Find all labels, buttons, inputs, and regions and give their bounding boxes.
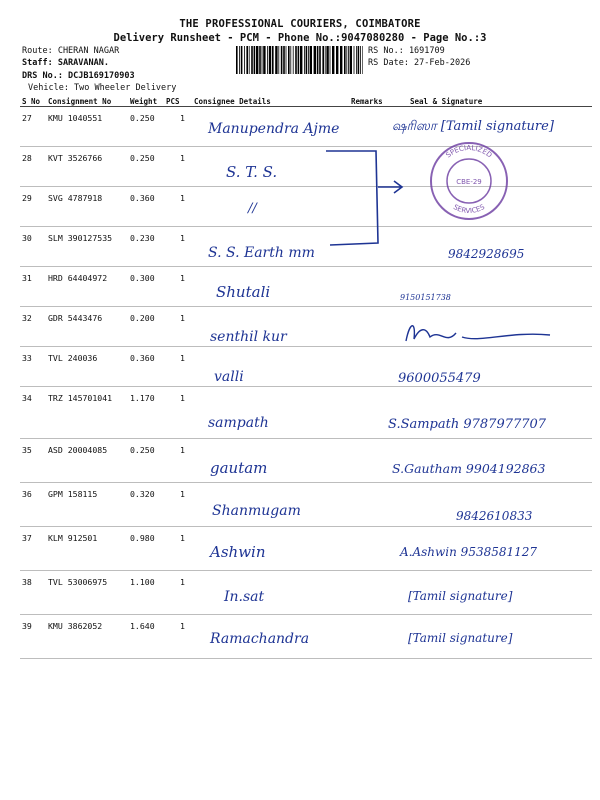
row-consignment: TVL 53006975 [48,577,108,587]
signature-handwriting: ஷரிஸா [Tamil signature] [392,119,554,134]
table-row [20,527,592,571]
row-consignment: HRD 64404972 [48,273,108,283]
stamp-bottom-text: SERVICES [451,202,487,216]
row-consignment: GPM 158115 [48,489,98,499]
signature-handwriting: 9842610833 [456,509,533,523]
row-consignment: TVL 240036 [48,353,98,363]
row-sno: 28 [22,153,32,163]
row-sno: 35 [22,445,32,455]
row-pcs: 1 [180,313,185,323]
row-consignment: GDR 5443476 [48,313,103,323]
row-pcs: 1 [180,193,185,203]
col-seal-signature: Seal & Signature [410,97,483,106]
row-weight: 1.100 [130,577,155,587]
row-pcs: 1 [180,489,185,499]
row-pcs: 1 [180,577,185,587]
row-divider [20,658,592,659]
table-row [20,227,592,267]
row-consignment: SLM 390127535 [48,233,113,243]
row-weight: 0.360 [130,193,155,203]
row-weight: 0.300 [130,273,155,283]
rs-number: RS No.: 1691709 [368,46,445,56]
table-row [20,439,592,483]
col-consignment: Consignment No [48,97,112,106]
row-consignment: KLM 912501 [48,533,98,543]
signature-handwriting: 9842928695 [448,247,525,261]
rs-date: RS Date: 27-Feb-2026 [368,58,471,68]
col-sno: S No [22,97,41,106]
row-sno: 27 [22,113,32,123]
svg-text:SERVICES [452,203,487,215]
row-consignment: TRZ 145701041 [48,393,113,403]
table-row [20,387,592,439]
col-remarks: Remarks [351,97,383,106]
barcode-icon [236,46,363,74]
stamp-center-text: CBE-29 [456,178,482,186]
consignee-handwriting: Ramachandra [210,631,310,647]
bracket-mark-icon [322,147,408,247]
signature-handwriting: S.Gautham 9904192863 [392,461,546,476]
company-stamp-icon [428,140,510,222]
consignee-handwriting: Manupendra Ajme [208,121,340,137]
runsheet-title: Delivery Runsheet - PCM - Phone No.:9047080280 - Page No.:3 [113,32,487,44]
row-consignment: ASD 20004085 [48,445,108,455]
row-sno: 34 [22,393,32,403]
signature-handwriting: [Tamil signature] [408,631,513,645]
row-pcs: 1 [180,533,185,543]
signature-handwriting: S.Sampath 9787977707 [388,417,547,432]
row-weight: 0.250 [130,113,155,123]
row-consignment: SVG 4787918 [48,193,103,203]
row-sno: 36 [22,489,32,499]
consignee-handwriting: Shutali [216,283,271,301]
row-weight: 0.360 [130,353,155,363]
table-row [20,267,592,307]
consignee-handwriting: sampath [208,415,269,431]
row-pcs: 1 [180,621,185,631]
row-sno: 38 [22,577,32,587]
consignee-handwriting: gautam [210,459,268,477]
row-consignment: KMU 3862052 [48,621,103,631]
table-row [20,615,592,659]
row-weight: 0.250 [130,153,155,163]
row-weight: 1.640 [130,621,155,631]
row-sno: 29 [22,193,32,203]
signature-scribble-icon [400,319,560,349]
row-pcs: 1 [180,445,185,455]
signature-handwriting: [Tamil signature] [408,589,513,603]
consignee-handwriting: valli [214,369,244,385]
row-weight: 0.980 [130,533,155,543]
signature-handwriting: 9600055479 [398,371,481,386]
row-sno: 33 [22,353,32,363]
row-pcs: 1 [180,353,185,363]
vehicle-label: Vehicle: Two Wheeler Delivery [28,83,177,93]
row-pcs: 1 [180,273,185,283]
consignee-handwriting: Ashwin [210,543,266,561]
row-weight: 0.230 [130,233,155,243]
row-sno: 31 [22,273,32,283]
row-weight: 0.250 [130,445,155,455]
row-weight: 0.200 [130,313,155,323]
table-row [20,307,592,347]
staff-label: Staff: SARAVANAN. [22,58,109,68]
stamp-top-text: SPECIALIZED [444,143,494,160]
drs-label: DRS No.: DCJB169170903 [22,71,135,81]
table-row [20,347,592,387]
row-sno: 39 [22,621,32,631]
route-label: Route: CHERAN NAGAR [22,46,120,56]
row-weight: 1.170 [130,393,155,403]
signature-handwriting: 9150151738 [400,293,451,302]
company-title: THE PROFESSIONAL COURIERS, COIMBATORE [179,18,421,30]
row-consignment: KMU 1040551 [48,113,103,123]
row-pcs: 1 [180,233,185,243]
row-weight: 0.320 [130,489,155,499]
consignee-handwriting: S. T. S. [226,163,278,181]
consignee-handwriting: S. S. Earth mm [208,245,315,261]
consignee-handwriting: In.sat [224,589,265,605]
consignee-handwriting: senthil kur [210,329,287,345]
row-sno: 32 [22,313,32,323]
row-consignment: KVT 3526766 [48,153,103,163]
table-row [20,571,592,615]
row-sno: 37 [22,533,32,543]
consignee-handwriting: // [248,201,257,216]
consignee-handwriting: Shanmugam [212,503,301,519]
table-row [20,483,592,527]
col-pcs: PCS [166,97,180,106]
row-pcs: 1 [180,113,185,123]
row-pcs: 1 [180,393,185,403]
signature-handwriting: A.Ashwin 9538581127 [400,545,538,559]
row-pcs: 1 [180,153,185,163]
row-sno: 30 [22,233,32,243]
col-consignee: Consignee Details [194,97,271,106]
col-weight: Weight [130,97,158,106]
